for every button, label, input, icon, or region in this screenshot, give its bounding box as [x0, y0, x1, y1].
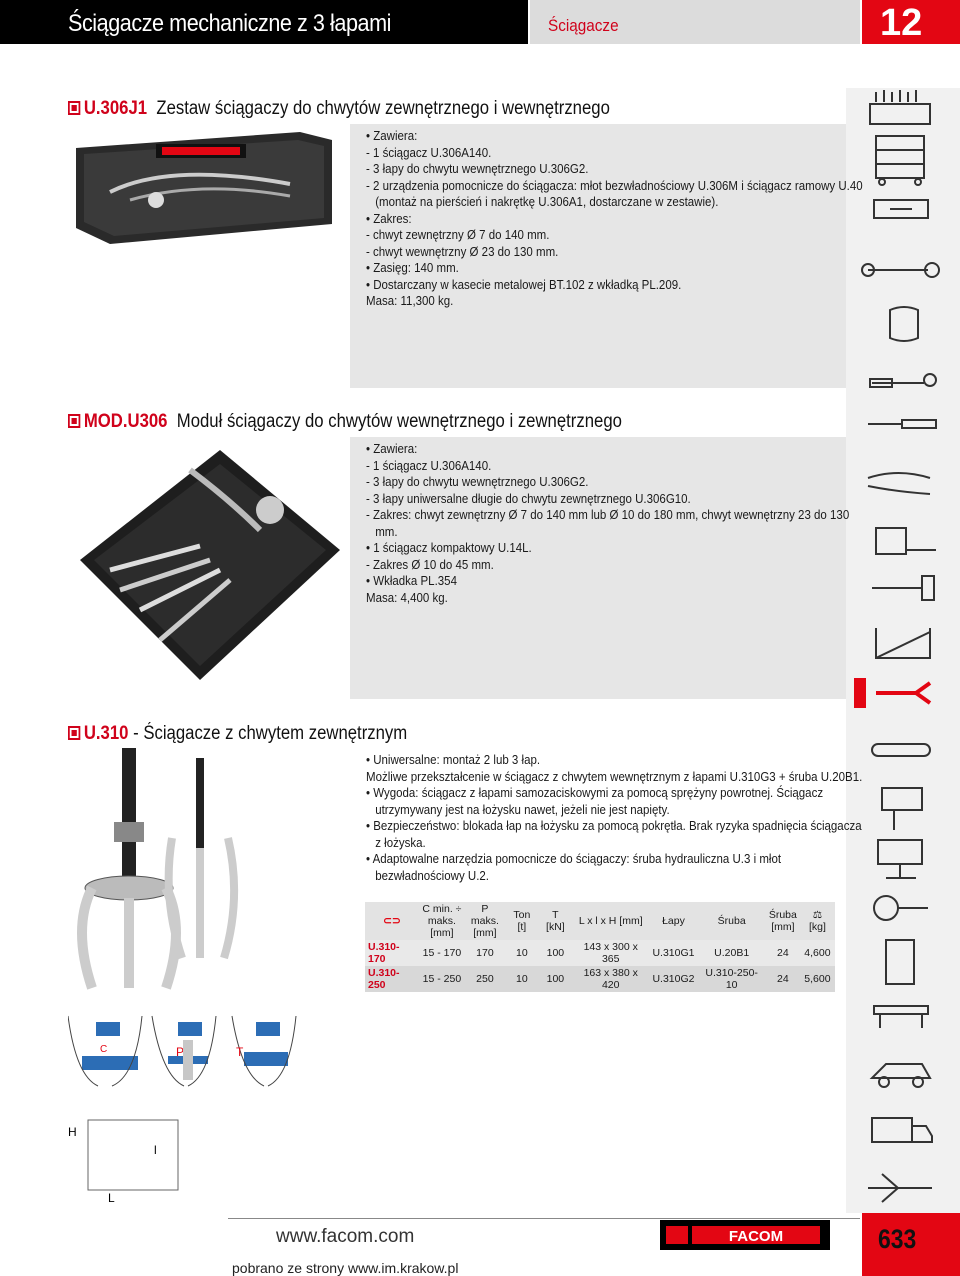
desc-line: Masa: 11,300 kg. — [366, 294, 454, 308]
torque-tool-icon — [872, 744, 930, 756]
table-cell: U.310-250 — [365, 966, 419, 992]
desc-line: • Wygoda: ściągacz z łapami samozaciskowymi za pomocą sprężyny powrotnej. Ściągacz — [366, 786, 824, 800]
col-header: T [kN] — [539, 902, 572, 940]
pliers-icon — [868, 473, 930, 494]
section-code: MOD.U306 — [83, 411, 168, 432]
socket-icon — [890, 307, 918, 341]
label-t: T — [236, 1045, 244, 1059]
tool-cabinet-icon — [876, 136, 924, 185]
page-header — [0, 0, 960, 52]
page-title: Ściągacze mechaniczne z 3 łapami — [68, 10, 391, 37]
desc-line: - Zakres Ø 10 do 45 mm. — [366, 557, 494, 572]
page-subtitle: Ściągacze — [548, 16, 619, 35]
col-header: Ton [t] — [505, 902, 539, 940]
table-row — [365, 940, 835, 966]
table-cell: U.310G2 — [649, 966, 697, 992]
desc-line: - 3 łapy uniwersalne długie do chwytu zewnętrznego U.306G10. — [366, 491, 691, 506]
label-l-small: l — [154, 1143, 157, 1157]
table-cell: 24 — [766, 940, 800, 966]
page-number: 633 — [878, 1224, 917, 1254]
desc-line: Masa: 4,400 kg. — [366, 590, 448, 605]
desc-line: • Bezpieczeństwo: blokada łap na łożysku za pomocą pokrętła. Brak ryzyka spadnięcia ściągacza — [366, 819, 862, 833]
brand-icon: ⊂⊃ — [365, 902, 419, 940]
section-title-mod-u306 — [68, 411, 622, 433]
section-code: U.310 — [83, 723, 129, 744]
col-header: P maks. [mm] — [465, 902, 505, 940]
screwdriver-icon — [868, 420, 936, 428]
desc-line: mm. — [375, 524, 398, 539]
puller-dimension-diagram — [68, 996, 358, 1208]
table-cell: 100 — [539, 940, 572, 966]
hammer-icon — [872, 576, 934, 600]
table-cell: 15 - 170 — [419, 940, 465, 966]
section-3-description — [366, 752, 862, 884]
desc-line: - 2 urządzenia pomocnicze do ściągacza: młot bezwładnościowy U.306M i ściągacz ramowy U.40 — [366, 178, 863, 193]
desc-line: utrzymywany jest na łożysku nawet, jeżeli nie jest napięty. — [375, 802, 670, 817]
desc-line: - Zakres: chwyt zewnętrzny Ø 7 do 140 mm lub Ø 10 do 180 mm, chwyt wewnętrzny 23 do 130 — [366, 508, 850, 522]
spec-table — [365, 902, 835, 992]
impact-wrench-icon — [882, 788, 922, 830]
section-code: U.306J1 — [83, 98, 148, 119]
tape-measure-icon — [876, 528, 936, 554]
drawer-icon — [874, 200, 928, 218]
toolbox-tray-icon — [870, 90, 930, 124]
table-cell: 10 — [505, 940, 539, 966]
table-cell: 100 — [539, 966, 572, 992]
tool-chest-icon — [874, 1006, 928, 1028]
desc-line: • Zakres: — [366, 211, 412, 226]
section-title-u306j1 — [68, 98, 610, 120]
source-note: pobrano ze strony www.im.krakow.pl — [232, 1260, 459, 1276]
section-title-u310 — [68, 723, 407, 745]
desc-line: - 3 łapy do chwytu wewnętrznego U.306G2. — [366, 162, 589, 176]
desc-line: • Dostarczany w kasecie metalowej BT.102 z wkładką PL.209. — [366, 277, 682, 292]
desc-line: • 1 ściągacz kompaktowy U.14L. — [366, 541, 532, 555]
footer-divider — [228, 1218, 860, 1219]
table-cell: U.310-170 — [365, 940, 419, 966]
puller-image — [72, 748, 352, 998]
section-marker-icon — [68, 101, 80, 115]
chapter-number: 12 — [880, 2, 923, 44]
table-cell: 143 x 300 x 365 — [572, 940, 649, 966]
truck-icon — [872, 1118, 932, 1142]
vice-icon — [878, 840, 922, 878]
desc-line: • Wkładka PL.354 — [366, 574, 457, 588]
table-cell: 163 x 380 x 420 — [572, 966, 649, 992]
desc-line: (montaż na pierścień i nakrętkę U.306A1, dostarczane w zestawie). — [375, 195, 719, 209]
airplane-icon — [868, 1174, 932, 1202]
col-header: Śruba [mm] — [766, 902, 800, 940]
col-header: L x l x H [mm] — [572, 902, 649, 940]
module-tray-image — [70, 440, 346, 690]
brand-name: FACOM — [728, 1228, 784, 1245]
table-cell: 15 - 250 — [419, 966, 465, 992]
metal-case-image — [70, 128, 340, 248]
desc-line: - 1 ściągacz U.306A140. — [366, 145, 492, 160]
section-heading: Zestaw ściągaczy do chwytów zewnętrznego i wewnętrznego — [156, 98, 610, 119]
col-header: Śruba — [697, 902, 765, 940]
desc-line: z łożyska. — [375, 835, 426, 850]
table-cell: 5,600 — [800, 966, 835, 992]
desc-line: - chwyt zewnętrzny Ø 7 do 140 mm. — [366, 228, 550, 242]
desc-line: Możliwe przekształcenie w ściągacz z chwytem wewnętrznym z łapami U.310G3 + śruba U.20B1. — [366, 769, 863, 784]
table-cell: 250 — [465, 966, 505, 992]
weight-icon: ⚖ — [812, 909, 823, 921]
col-header: C min. ÷ maks. [mm] — [419, 902, 465, 940]
facom-logo — [660, 1220, 830, 1250]
desc-line: • Adaptowalne narzędzia pomocnicze do ściągaczy: śruba hydrauliczna U.3 i młot — [366, 852, 782, 866]
table-cell: 10 — [505, 966, 539, 992]
label-c: C — [100, 1044, 108, 1055]
wrench-icon — [862, 263, 939, 277]
label-h: H — [68, 1125, 77, 1139]
section-2-description — [366, 441, 849, 606]
website-link[interactable]: www.facom.com — [276, 1226, 415, 1247]
label-p: P — [176, 1045, 185, 1059]
section-marker-icon — [68, 414, 80, 428]
section-1-description — [366, 128, 863, 310]
table-cell: 170 — [465, 940, 505, 966]
table-header-row — [365, 902, 835, 940]
desc-line: bezwładnościowy U.2. — [375, 868, 489, 883]
table-cell: U.20B1 — [697, 940, 765, 966]
table-cell: 24 — [766, 966, 800, 992]
desc-line: • Zawiera: — [366, 442, 418, 456]
category-icons — [846, 88, 960, 1213]
desc-line: - 3 łapy do chwytu wewnętrznego U.306G2. — [366, 475, 589, 489]
desc-line: • Uniwersalne: montaż 2 lub 3 łap. — [366, 753, 541, 767]
ratchet-icon — [870, 374, 936, 387]
car-icon — [872, 1064, 930, 1087]
puller-active-icon — [854, 678, 930, 708]
grinder-icon — [874, 896, 928, 920]
label-l: L — [108, 1191, 115, 1205]
desc-line: • Zasięg: 140 mm. — [366, 261, 459, 275]
hacksaw-icon — [876, 628, 930, 658]
section-marker-icon — [68, 726, 80, 740]
col-header: Łapy — [649, 902, 697, 940]
table-row — [365, 966, 835, 992]
table-cell: U.310-250-10 — [697, 966, 765, 992]
table-cell: 4,600 — [800, 940, 835, 966]
desc-line: - 1 ściągacz U.306A140. — [366, 458, 492, 473]
col-header-label: [kg] — [808, 921, 826, 933]
table-cell: U.310G1 — [649, 940, 697, 966]
col-header — [800, 902, 835, 940]
desc-line: • Zawiera: — [366, 129, 418, 143]
desc-line: - chwyt wewnętrzny Ø 23 do 130 mm. — [366, 244, 559, 259]
section-heading: - Ściągacze z chwytem zewnętrznym — [133, 723, 408, 744]
section-heading: Moduł ściągaczy do chwytów wewnętrznego i zewnętrznego — [176, 411, 622, 432]
electrical-icon — [886, 940, 914, 984]
